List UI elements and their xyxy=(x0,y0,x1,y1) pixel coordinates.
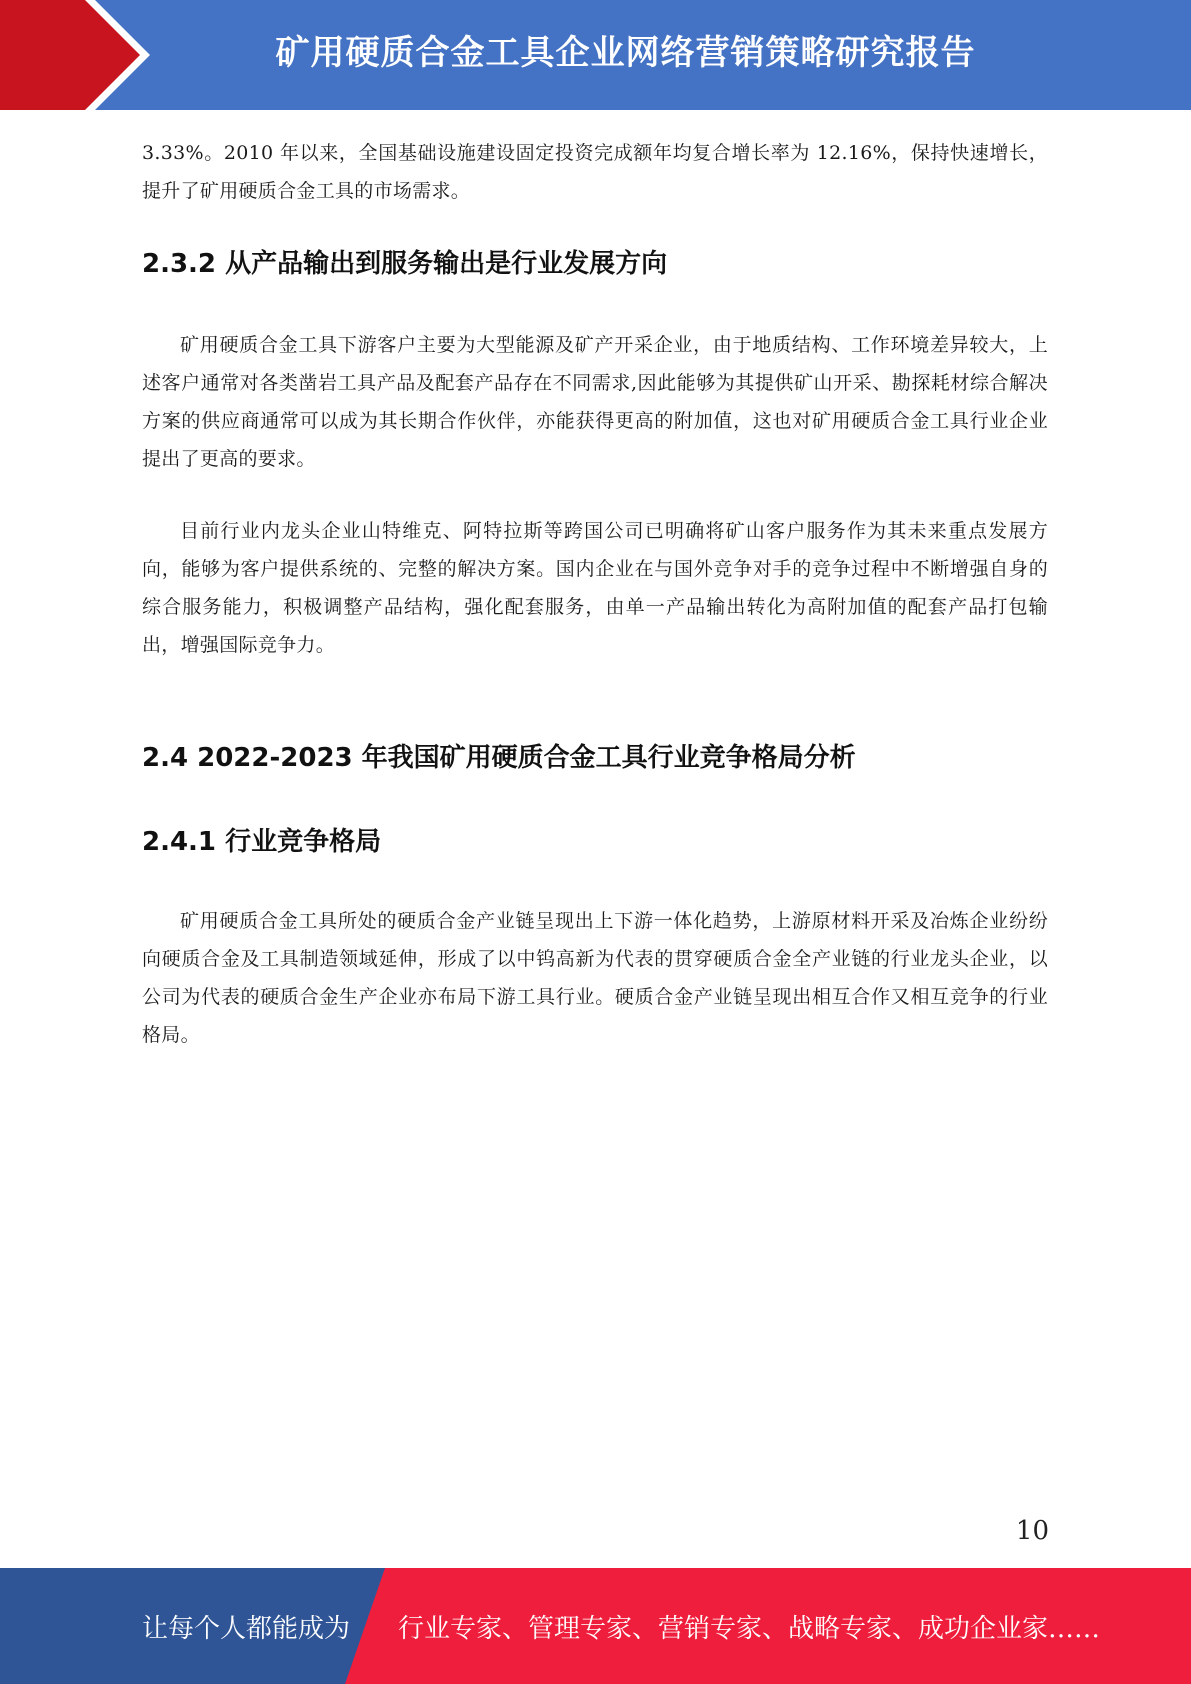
section-2-4-heading: 2.4 2022-2023 年我国矿用硬质合金工具行业竞争格局分析 xyxy=(142,743,856,773)
footer-slogan-right: 行业专家、管理专家、营销专家、战略专家、成功企业家…… xyxy=(398,1614,1101,1644)
page-header xyxy=(0,0,1191,110)
section-2-3-2-heading: 2.3.2 从产品输出到服务输出是行业发展方向 xyxy=(142,249,668,279)
report-title: 矿用硬质合金工具企业网络营销策略研究报告 xyxy=(275,33,976,73)
page-content xyxy=(142,134,1048,1054)
page-number: 10 xyxy=(1015,1516,1049,1546)
page-footer xyxy=(0,1568,1191,1684)
section-2-4-1-heading: 2.4.1 行业竞争格局 xyxy=(142,827,382,857)
section-2-3-2-paragraph-1: 矿用硬质合金工具下游客户主要为大型能源及矿产开采企业，由于地质结构、工作环境差异较大，上述客户通常对各类凿岩工具产品及配套产品存在不同需求,因此能够为其提供矿山开采、勘探耗材综合解决方案的供应商通常可以成为其长期合作伙伴，亦能获得更高的附加值，这也对矿用硬质合金工具行业企业提出了更高的要求。 xyxy=(142,334,1048,470)
footer-slogan-left: 让每个人都能成为 xyxy=(142,1614,351,1644)
header-chevron-arrow xyxy=(0,0,140,110)
section-2-4-1-paragraph-1: 矿用硬质合金工具所处的硬质合金产业链呈现出上下游一体化趋势，上游原材料开采及冶炼企业纷纷向硬质合金及工具制造领域延伸，形成了以中钨高新为代表的贯穿硬质合金全产业链的行业龙头企业，以公司为代表的硬质合金生产企业亦布局下游工具行业。硬质合金产业链呈现出相互合作又相互竞争的行业格局。 xyxy=(142,910,1048,1046)
section-2-3-2-paragraph-2: 目前行业内龙头企业山特维克、阿特拉斯等跨国公司已明确将矿山客户服务作为其未来重点发展方向，能够为客户提供系统的、完整的解决方案。国内企业在与国外竞争对手的竞争过程中不断增强自身的综合服务能力，积极调整产品结构，强化配套服务，由单一产品输出转化为高附加值的配套产品打包输出，增强国际竞争力。 xyxy=(142,520,1048,656)
intro-paragraph: 3.33%。2010 年以来，全国基础设施建设固定投资完成额年均复合增长率为 12.16%，保持快速增长，提升了矿用硬质合金工具的市场需求。 xyxy=(142,142,1048,202)
